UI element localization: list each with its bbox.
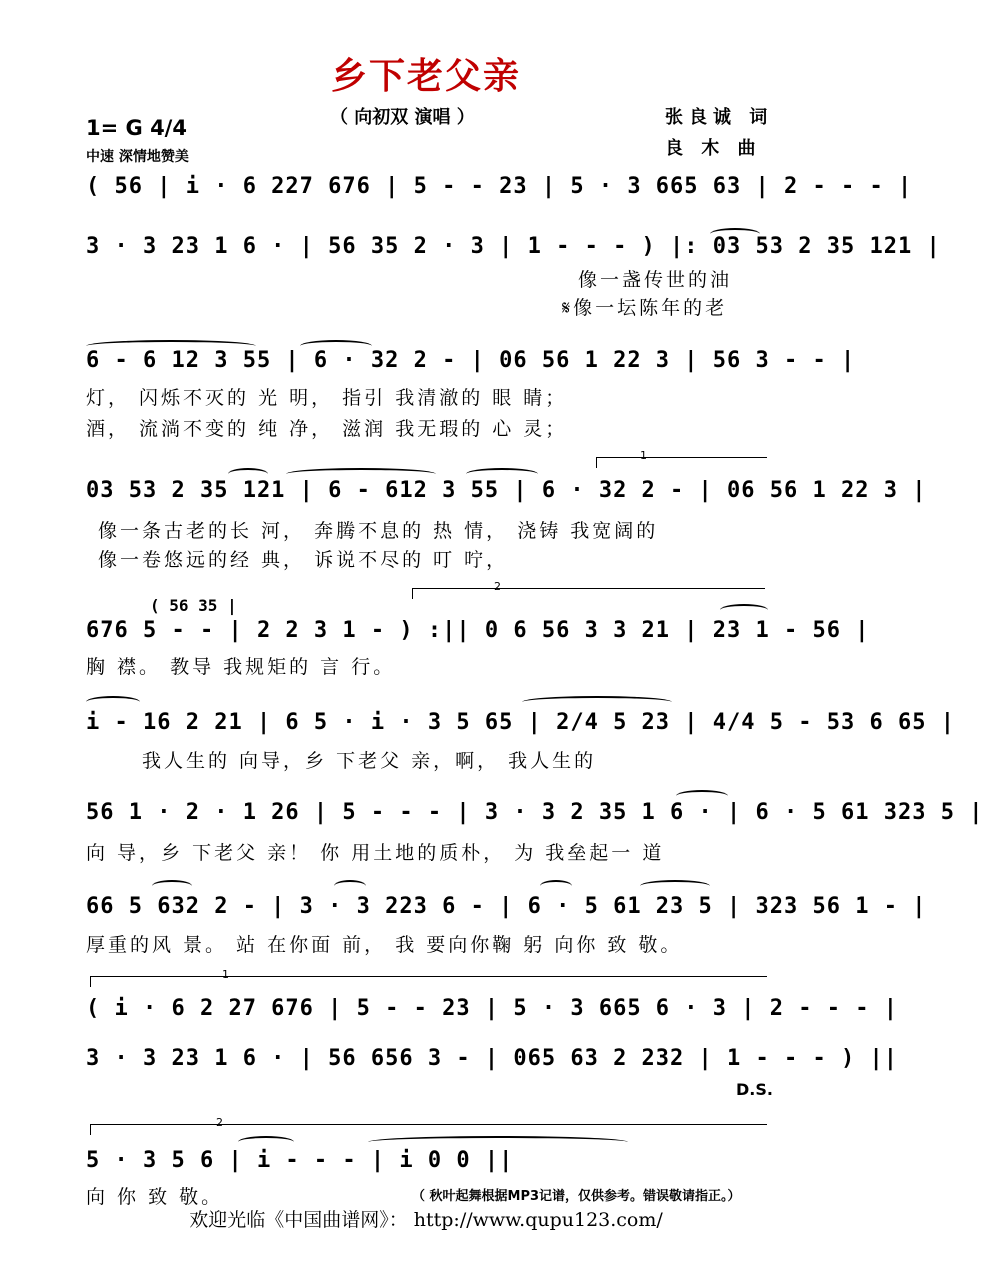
volta-number: 2: [216, 1116, 223, 1129]
score-line-11: 5 · 3 5 6 | i - - - | i 0 0 ||: [86, 1148, 514, 1173]
lyricist: 张良诚 词: [665, 107, 774, 128]
lyric-line: 像一盏传世的油: [578, 269, 733, 291]
lyric-line: 胸 襟。 教导 我规矩的 言 行。: [86, 656, 396, 678]
performer: （ 向初双 演唱 ）: [330, 107, 475, 128]
lyric-line: 向 导，乡 下老父 亲！ 你 用土地的质朴， 为 我垒起一 道: [86, 842, 665, 864]
score-line-2: 3 · 3 23 1 6 · | 56 35 2 · 3 | 1 - - - ) |: 03 53 2 35 121 |: [86, 234, 941, 259]
score-line-4: 03 53 2 35 121 | 6 - 612 3 55 | 6 · 32 2 - | 06 56 1 22 3 |: [86, 478, 927, 503]
score-line-6: i - 16 2 21 | 6 5 · i · 3 5 65 | 2/4 5 23 | 4/4 5 - 53 6 65 |: [86, 710, 955, 735]
score-line-3: 6 - 6 12 3 55 | 6 · 32 2 - | 06 56 1 22 3 | 56 3 - - |: [86, 348, 856, 373]
key-signature: 1= G 4/4: [86, 116, 187, 140]
slur: [522, 696, 672, 708]
slur: [238, 1136, 294, 1148]
score-line-1: ( 56 | i · 6 227 676 | 5 - - 23 | 5 · 3 665 63 | 2 - - - |: [86, 174, 913, 199]
volta-number: 2: [494, 580, 501, 593]
score-line-7: 56 1 · 2 · 1 26 | 5 - - - | 3 · 3 2 35 1 6 · | 6 · 5 61 323 5 |: [86, 800, 983, 825]
transcription-note: （ 秋叶起舞根据MP3记谱，仅供参考。错误敬请指正。）: [412, 1189, 741, 1204]
tempo-marking: 中速 深情地赞美: [86, 149, 189, 165]
volta-bracket-2: [412, 588, 765, 599]
score-line-8: 66 5 632 2 - | 3 · 3 223 6 - | 6 · 5 61 23 5 | 323 56 1 - |: [86, 894, 927, 919]
lyric-line: 像一卷悠远的经 典， 诉说不尽的 叮 咛，: [98, 549, 509, 571]
interlude-notes: ( 56 35 |: [150, 596, 237, 615]
lyric-line: 厚重的风 景。 站 在你面 前， 我 要向你鞠 躬 向你 致 敬。: [86, 934, 683, 956]
slur: [334, 880, 366, 892]
score-line-9: ( i · 6 2 27 676 | 5 - - 23 | 5 · 3 665 6 · 3 | 2 - - - |: [86, 996, 898, 1021]
song-title: 乡下老父亲: [330, 56, 521, 97]
volta-bracket-1b: [90, 976, 767, 987]
slur: [640, 880, 710, 892]
lyric-line: 向 你 致 敬。: [86, 1186, 224, 1208]
volta-bracket-1: [596, 457, 767, 468]
score-line-5: 676 5 - - | 2 2 3 1 - ) :|| 0 6 56 3 3 21 | 23 1 - 56 |: [86, 618, 870, 643]
volta-number: 1: [222, 968, 229, 981]
slur: [86, 696, 140, 708]
lyric-line: 𝄋像一坛陈年的老: [562, 297, 728, 319]
score-line-10: 3 · 3 23 1 6 · | 56 656 3 - | 065 63 2 232 | 1 - - - ) ||: [86, 1046, 898, 1071]
lyric-line: 像一条古老的长 河， 奔腾不息的 热 情， 浇铸 我宽阔的: [98, 520, 659, 542]
composer: 良 木 曲: [665, 138, 762, 159]
lyric-line: 我人生的 向导，乡 下老父 亲，啊， 我人生的: [142, 750, 597, 772]
footer-website: 欢迎光临《中国曲谱网》： http://www.qupu123.com/: [189, 1209, 663, 1231]
slur: [720, 604, 768, 616]
slur: [152, 880, 192, 892]
slur: [540, 880, 572, 892]
slur: [368, 1136, 628, 1148]
volta-bracket-2b: [90, 1124, 767, 1135]
lyric-line: 酒， 流淌不变的 纯 净， 滋润 我无瑕的 心 灵；: [86, 418, 568, 440]
lyric-line: 灯， 闪烁不灭的 光 明， 指引 我清澈的 眼 睛；: [86, 387, 568, 409]
volta-number: 1: [640, 449, 647, 462]
ds-marking: D.S.: [736, 1080, 773, 1099]
